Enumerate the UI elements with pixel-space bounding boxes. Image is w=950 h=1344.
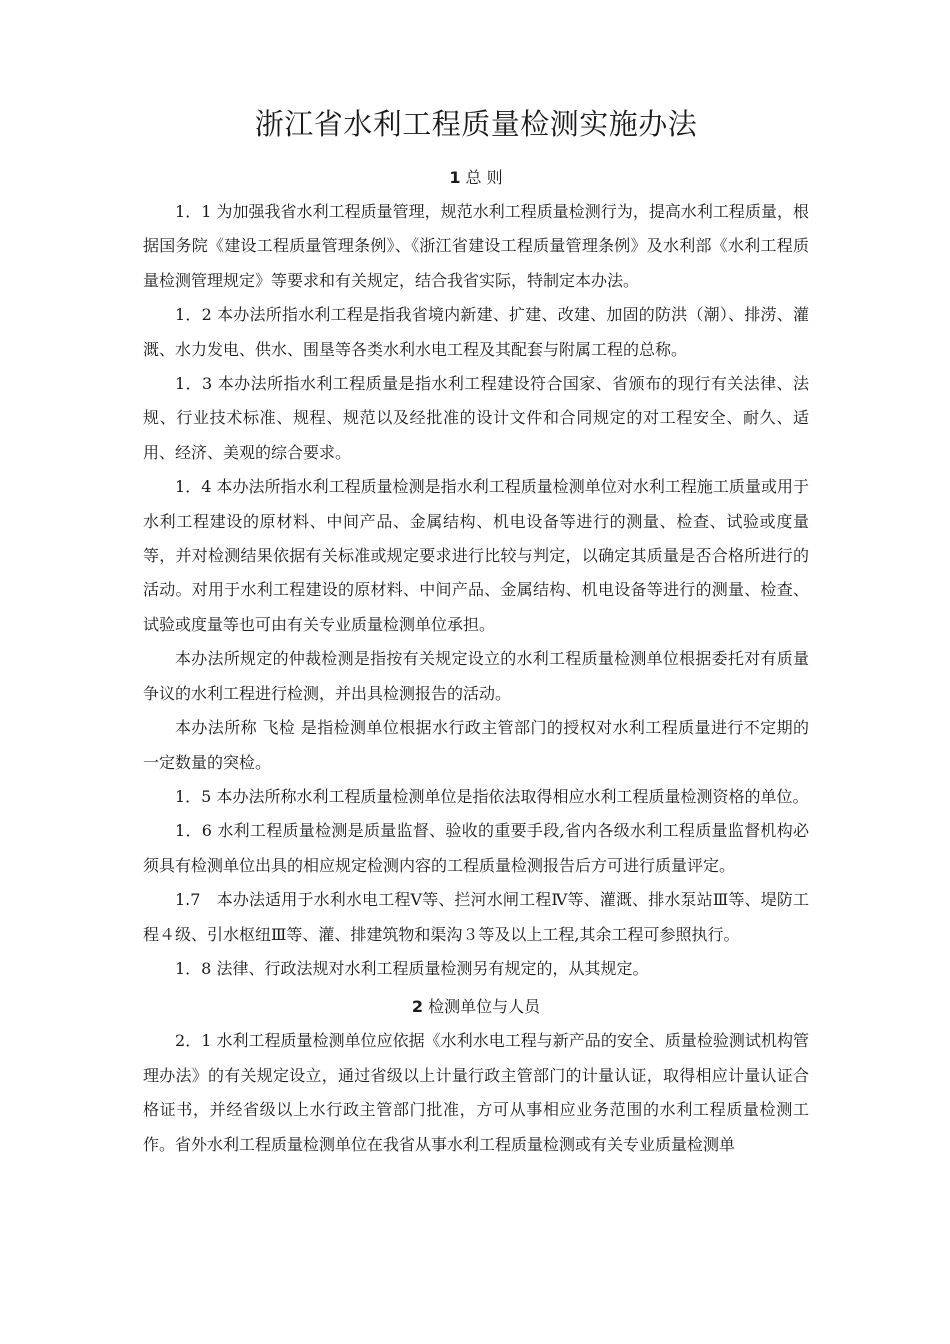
section-number: 2 <box>411 997 424 1017</box>
paragraph-1-6: 1．6 水利工程质量检测是质量监督、验收的重要手段,省内各级水利工程质量监督机构必须具有检测单位出具的相应规定检测内容的工程质量检测报告后方可进行质量评定。 <box>143 821 809 875</box>
paragraph-1-2: 1．2 本办法所指水利工程是指我省境内新建、扩建、改建、加固的防洪（潮）、排涝、灌溉、水力发电、供水、围垦等各类水利水电工程及其配套与附属工程的总称。 <box>143 305 809 359</box>
paragraph-2-1: 2．1 水利工程质量检测单位应依据《水利水电工程与新产品的安全、质量检验测试机构管理办法》的有关规定设立，通过省级以上计量行政主管部门的计量认证，取得相应计量认证合格证书，并经省级以上水行政主管部门批准，方可从事相应业务范围的水利工程质量检测工作。省外水利工程质量检测单位在我省从事水利工程质量检测或有关专业质量检测单 <box>143 1031 809 1154</box>
paragraph-1-8: 1．8 法律、行政法规对水利工程质量检测另有规定的，从其规定。 <box>175 958 649 978</box>
document-body <box>143 104 809 1162</box>
paragraph-1-3: 1．3 本办法所指水利工程质量是指水利工程建设符合国家、省颁布的现行有关法律、法规、行业技术标准、规程、规范以及经批准的设计文件和合同规定的对工程安全、耐久、适用、经济、美观的综合要求。 <box>143 374 809 462</box>
paragraph-1-4: 1．4 本办法所指水利工程质量检测是指水利工程质量检测单位对水利工程施工质量或用于水利工程建设的原材料、中间产品、金属结构、机电设备等进行的测量、检查、试验或度量等，并对检测结果依据有关标准或规定要求进行比较与判定，以确定其质量是否合格所进行的活动。对用于水利工程建设的原材料、中间产品、金属结构、机电设备等进行的测量、检查、试验或度量等也可由有关专业质量检测单位承担。 <box>143 477 809 634</box>
section-heading-general <box>143 168 809 188</box>
section-title: 检测单位与人员 <box>428 997 541 1017</box>
paragraph-1-1: 1．1 为加强我省水利工程质量管理，规范水利工程质量检测行为，提高水利工程质量，根据国务院《建设工程质量管理条例》、《浙江省建设工程质量管理条例》及水利部《水利工程质量检测管理规定》等要求和有关规定，结合我省实际，特制定本办法。 <box>143 202 809 290</box>
paragraph-spot-check: 本办法所称 飞检 是指检测单位根据水行政主管部门的授权对水利工程质量进行不定期的一定数量的突检。 <box>143 718 809 772</box>
paragraph-arbitration-testing: 本办法所规定的仲裁检测是指按有关规定设立的水利工程质量检测单位根据委托对有质量争议的水利工程进行检测，并出具检测报告的活动。 <box>143 649 809 703</box>
document-title: 浙江省水利工程质量检测实施办法 <box>254 107 698 141</box>
section-heading-units-personnel <box>143 997 809 1017</box>
paragraph-1-7: 1.7 本办法适用于水利水电工程Ⅴ等、拦河水闸工程Ⅳ等、灌溉、排水泵站Ⅲ等、堤防工程４级、引水枢纽Ⅲ等、灌、排建筑物和渠沟３等及以上工程,其余工程可参照执行。 <box>143 890 809 944</box>
paragraph-1-5: 1．5 本办法所称水利工程质量检测单位是指依法取得相应水利工程质量检测资格的单位。 <box>175 786 809 806</box>
section-number: 1 <box>449 168 461 187</box>
section-title: 总 则 <box>465 168 503 187</box>
